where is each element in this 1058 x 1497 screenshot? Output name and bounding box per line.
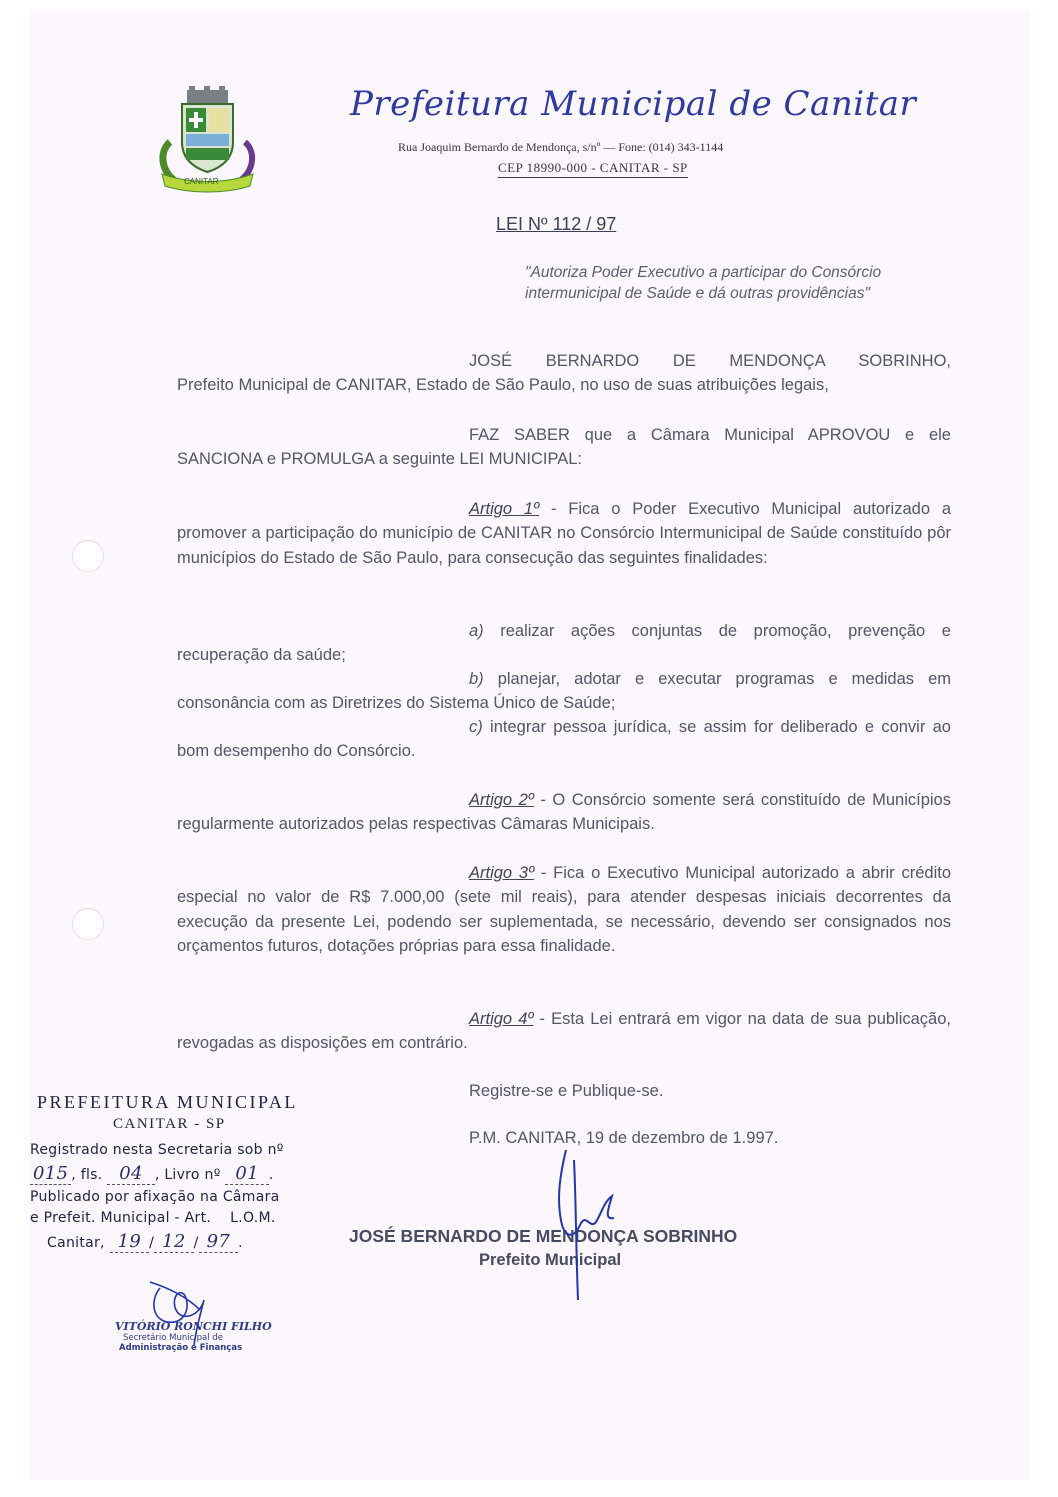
- stamp-line-6: e Prefeit. Municipal - Art. L.O.M.: [30, 1210, 276, 1226]
- crest-banner-label: CANITAR: [184, 177, 219, 186]
- intro-line: Prefeito Municipal de CANITAR, Estado de São Paulo, no uso de suas atribuições legais,: [177, 376, 829, 395]
- article-1-text: - Fica o Poder Executivo Municipal autorizado a promover a participação do município de CANITAR no Consórcio Intermunicipal de Saúde constituído pôr municípios do Estado de São Paulo, para consecução das seguintes finalidades:: [177, 500, 951, 567]
- header-address: Rua Joaquim Bernardo de Mendonça, s/nº — Fone: (014) 343-1144: [398, 140, 724, 154]
- header-title: Prefeitura Municipal de Canitar: [350, 84, 917, 124]
- stamp-date-day: 19: [110, 1231, 150, 1253]
- stamp-line-5: Publicado por afixação na Câmara: [30, 1189, 280, 1205]
- stamp-line-1: PREFEITURA MUNICIPAL: [37, 1092, 298, 1112]
- official-title-1: Secretário Municipal de: [123, 1333, 223, 1343]
- stamp-line-2: CANITAR - SP: [113, 1116, 226, 1132]
- place-date: P.M. CANITAR, 19 de dezembro de 1.997.: [469, 1129, 779, 1147]
- item-b-label: b): [469, 670, 484, 688]
- article-2-label: Artigo 2º: [469, 791, 534, 809]
- item-c-label: c): [469, 718, 483, 736]
- secretary-signature-icon: [150, 1282, 204, 1345]
- article-4-text: - Esta Lei entrará em vigor na data de sua publicação, revogadas as disposições em contrário.: [177, 1010, 951, 1053]
- stamp-reg-number: 015: [30, 1163, 71, 1185]
- item-a-text: realizar ações conjuntas de promoção, prevenção e recuperação da saúde;: [177, 622, 951, 665]
- stamp-date-label: Canitar,: [47, 1235, 105, 1251]
- stamp-fls-label: , fls.: [71, 1167, 103, 1183]
- official-title-2: Administração e Finanças: [119, 1343, 243, 1353]
- article-4-label: Artigo 4º: [469, 1010, 534, 1028]
- article-1-label: Artigo 1º: [469, 500, 540, 518]
- article-3-label: Artigo 3º: [469, 864, 535, 882]
- stamp-registration-row: 015 , fls. 04 , Livro nº 01 .: [30, 1163, 350, 1184]
- stamp-fls-value: 04: [107, 1163, 155, 1185]
- stamp-date-row: Canitar, 19 / 12 / 97 .: [47, 1231, 243, 1252]
- mayor-signature-icon: [559, 1150, 614, 1300]
- intro-line: JOSÉ BERNARDO DE MENDONÇA SOBRINHO,: [469, 352, 951, 370]
- stamp-livro-label: , Livro nº: [154, 1167, 221, 1183]
- law-ementa: "Autoriza Poder Executivo a participar do Consórcio intermunicipal de Saúde e dá outras providências": [525, 264, 882, 302]
- signatory-role: Prefeito Municipal: [479, 1251, 622, 1269]
- signatory-name: JOSÉ BERNARDO DE MENDONÇA SOBRINHO: [349, 1226, 738, 1246]
- item-c-text: integrar pessoa jurídica, se assim for deliberado e convir ao bom desempenho do Consórcio.: [177, 718, 951, 761]
- item-b-text: planejar, adotar e executar programas e medidas em consonância com as Diretrizes do Sistema Único de Saúde;: [177, 670, 951, 713]
- closing-line: Registre-se e Publique-se.: [469, 1082, 664, 1100]
- item-a-label: a): [469, 622, 484, 640]
- intro-line: FAZ SABER que a Câmara Municipal APROVOU e ele: [469, 426, 951, 444]
- article-3-text: - Fica o Executivo Municipal autorizado a abrir crédito especial no valor de R$ 7.000,00 (sete mil reais), para atender despesas iniciais decorrentes da execução da presente Lei, podendo ser suplementada, se necessário, devendo ser consignados nos orçamentos futuros, dotações próprias para essa finalidade.: [177, 864, 951, 955]
- header-cep: CEP 18990-000 - CANITAR - SP: [498, 160, 688, 178]
- intro-line: SANCIONA e PROMULGA a seguinte LEI MUNICIPAL:: [177, 450, 583, 469]
- article-2-text: - O Consórcio somente será constituído de Municípios regularmente autorizados pelas respectivas Câmaras Municipais.: [177, 791, 951, 834]
- law-number: LEI Nº 112 / 97: [496, 214, 617, 234]
- stamp-livro-value: 01: [225, 1163, 269, 1185]
- stamp-line-3: Registrado nesta Secretaria sob nº: [30, 1142, 284, 1158]
- official-name: VITÓRIO RONCHI FILHO: [115, 1320, 272, 1333]
- stamp-date-month: 12: [154, 1231, 194, 1253]
- stamp-date-year: 97: [199, 1231, 239, 1253]
